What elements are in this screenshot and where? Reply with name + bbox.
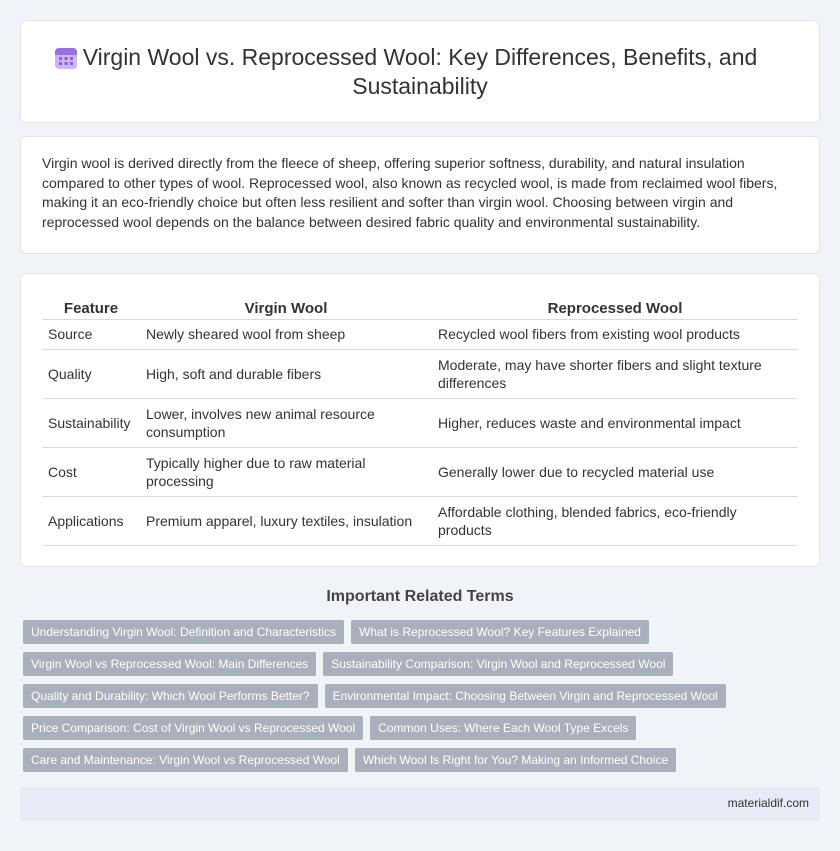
- table-cell: High, soft and durable fibers: [140, 349, 432, 398]
- page-title: Virgin Wool vs. Reprocessed Wool: Key Differences, Benefits, and Sustainability: [82, 43, 758, 99]
- footer: [20, 787, 820, 821]
- table-cell: Higher, reduces waste and environmental impact: [432, 398, 798, 447]
- table-cell: Affordable clothing, blended fabrics, eco-friendly products: [432, 496, 798, 545]
- header-card: [20, 20, 820, 123]
- tag-row: [23, 652, 823, 676]
- related-term-tag[interactable]: Price Comparison: Cost of Virgin Wool vs Reprocessed Wool: [23, 716, 363, 740]
- related-terms-title: Important Related Terms: [326, 588, 514, 605]
- tag-row: [23, 684, 823, 708]
- table-row: [42, 319, 798, 349]
- table-cell: Source: [42, 319, 140, 349]
- tag-row: [23, 620, 823, 644]
- intro-paragraph: Virgin wool is derived directly from the fleece of sheep, offering superior softness, durability, and natural insulation compared to other types of wool. Reprocessed wool, also known as recycled wool, is made from reclaimed wool fibers, making it an eco-friendly choice but often less resilient and softer than virgin wool. Choosing between virgin and reprocessed wool depends on the balance between desired fabric quality and environmental sustainability.: [42, 155, 778, 230]
- table-row: [42, 447, 798, 496]
- related-term-tag[interactable]: Virgin Wool vs Reprocessed Wool: Main Differences: [23, 652, 316, 676]
- tag-row: [23, 716, 823, 740]
- tag-row: [23, 748, 823, 772]
- column-header-reprocessed-wool: Reprocessed Wool: [432, 297, 798, 319]
- related-term-tag[interactable]: Common Uses: Where Each Wool Type Excels: [370, 716, 636, 740]
- table-cell: Cost: [42, 447, 140, 496]
- table-cell: Moderate, may have shorter fibers and slight texture differences: [432, 349, 798, 398]
- related-term-tag[interactable]: Environmental Impact: Choosing Between Virgin and Reprocessed Wool: [325, 684, 726, 708]
- table-row: [42, 349, 798, 398]
- related-term-tag[interactable]: Understanding Virgin Wool: Definition and Characteristics: [23, 620, 344, 644]
- table-row: [42, 398, 798, 447]
- table-cell: Quality: [42, 349, 140, 398]
- related-term-tag[interactable]: Which Wool Is Right for You? Making an Informed Choice: [355, 748, 676, 772]
- table-cell: Newly sheared wool from sheep: [140, 319, 432, 349]
- related-term-tag[interactable]: What is Reprocessed Wool? Key Features Explained: [351, 620, 649, 644]
- comparison-table: [42, 297, 798, 546]
- column-header-virgin-wool: Virgin Wool: [140, 297, 432, 319]
- table-cell: Recycled wool fibers from existing wool products: [432, 319, 798, 349]
- table-cell: Lower, involves new animal resource consumption: [140, 398, 432, 447]
- table-cell: Applications: [42, 496, 140, 545]
- related-terms-list: [23, 620, 823, 780]
- table-cell: Generally lower due to recycled material use: [432, 447, 798, 496]
- comparison-table-card: [20, 273, 820, 567]
- related-term-tag[interactable]: Care and Maintenance: Virgin Wool vs Reprocessed Wool: [23, 748, 348, 772]
- footer-site-link[interactable]: materialdif.com: [727, 796, 809, 810]
- table-cell: Premium apparel, luxury textiles, insulation: [140, 496, 432, 545]
- table-row: [42, 496, 798, 545]
- table-cell: Sustainability: [42, 398, 140, 447]
- table-header-row: [42, 297, 798, 319]
- related-term-tag[interactable]: Sustainability Comparison: Virgin Wool and Reprocessed Wool: [323, 652, 673, 676]
- intro-card: [20, 136, 820, 254]
- table-cell: Typically higher due to raw material processing: [140, 447, 432, 496]
- related-term-tag[interactable]: Quality and Durability: Which Wool Performs Better?: [23, 684, 318, 708]
- column-header-feature: Feature: [42, 297, 140, 319]
